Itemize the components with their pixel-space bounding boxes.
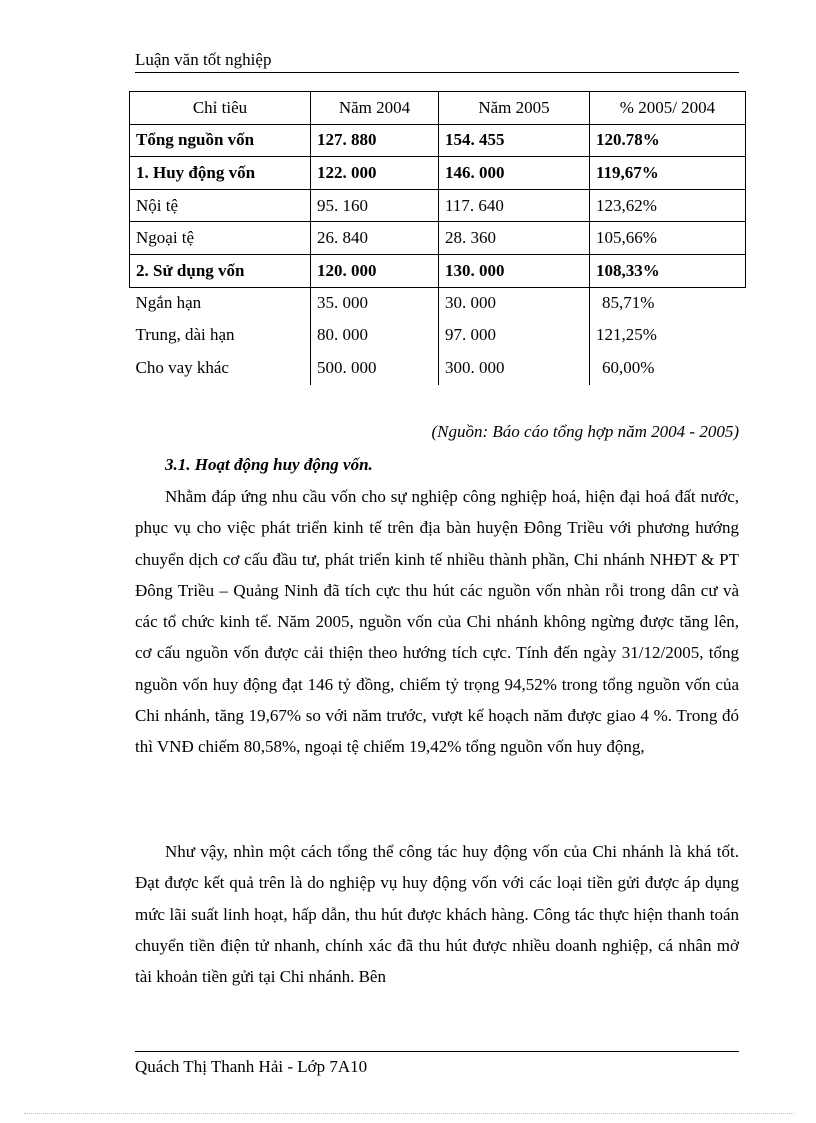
table-source-note: (Nguồn: Báo cáo tổng hợp năm 2004 - 2005): [431, 422, 739, 441]
table-row: [130, 319, 746, 351]
table-cell: 146. 000: [439, 157, 590, 190]
table-cell: 28. 360: [439, 222, 590, 255]
column-header: % 2005/ 2004: [590, 92, 746, 125]
table-cell: 35. 000: [311, 287, 439, 319]
table-cell: 26. 840: [311, 222, 439, 255]
page-footer: Quách Thị Thanh Hải - Lớp 7A10: [135, 1051, 739, 1077]
table-row: [130, 124, 746, 157]
table-cell: Cho vay khác: [130, 351, 311, 385]
page-header: Luận văn tốt nghiệp: [135, 50, 739, 73]
column-header: Năm 2004: [311, 92, 439, 125]
table-cell: 97. 000: [439, 319, 590, 351]
table-cell: Tổng nguồn vốn: [130, 124, 311, 157]
table-cell: 300. 000: [439, 351, 590, 385]
table-cell: 108,33%: [590, 254, 746, 287]
table-cell: 105,66%: [590, 222, 746, 255]
table-row: [130, 254, 746, 287]
table-row: [130, 351, 746, 385]
table-cell: 95. 160: [311, 189, 439, 222]
table-cell: 122. 000: [311, 157, 439, 190]
page-edge-divider: [24, 1113, 794, 1114]
table-cell: 120.78%: [590, 124, 746, 157]
table-cell: 127. 880: [311, 124, 439, 157]
table-cell: Ngắn hạn: [130, 287, 311, 319]
table-row: [130, 287, 746, 319]
table-cell: 119,67%: [590, 157, 746, 190]
table-cell: 1. Huy động vốn: [130, 157, 311, 190]
table-cell: 123,62%: [590, 189, 746, 222]
table-cell: 120. 000: [311, 254, 439, 287]
table-header-row: [130, 92, 746, 125]
table-cell: 80. 000: [311, 319, 439, 351]
column-header: Năm 2005: [439, 92, 590, 125]
table-row: [130, 222, 746, 255]
table-row: [130, 157, 746, 190]
table-cell: Nội tệ: [130, 189, 311, 222]
table-cell: Ngoại tệ: [130, 222, 311, 255]
section-heading: 3.1. Hoạt động huy động vốn.: [165, 455, 373, 474]
table-cell: 500. 000: [311, 351, 439, 385]
table-cell: 154. 455: [439, 124, 590, 157]
table-cell: 117. 640: [439, 189, 590, 222]
table-cell: Trung, dài hạn: [130, 319, 311, 351]
table-cell: 130. 000: [439, 254, 590, 287]
table-cell: 60,00%: [590, 351, 746, 385]
body-paragraph: Nhằm đáp ứng nhu cầu vốn cho sự nghiệp công nghiệp hoá, hiện đại hoá đất nước, phục vụ cho việc phát triển kinh tế trên địa bàn huyện Đông Triều với phương hướng chuyển dịch cơ cấu đầu tư, phát triển kinh tế nhiều thành phần, Chi nhánh NHĐT & PT Đông Triều – Quảng Ninh đã tích cực thu hút các nguồn vốn nhàn rỗi trong dân cư và các tổ chức kinh tế. Năm 2005, nguồn vốn của Chi nhánh không ngừng được tăng lên, cơ cấu nguồn vốn được cải thiện theo hướng tích cực. Tính đến ngày 31/12/2005, tổng nguồn vốn huy động đạt 146 tỷ đồng, chiếm tỷ trọng 94,52% trong tổng nguồn vốn của Chi nhánh, tăng 19,67% so với năm trước, vượt kế hoạch năm được giao 4 %. Trong đó thì VNĐ chiếm 80,58%, ngoại tệ chiếm 19,42% tổng nguồn vốn huy động,: [135, 487, 739, 757]
table-cell: 85,71%: [590, 287, 746, 319]
table-row: [130, 189, 746, 222]
body-paragraph: Như vậy, nhìn một cách tổng thể công tác huy động vốn của Chi nhánh là khá tốt. Đạt được kết quả trên là do nghiệp vụ huy động vốn với các loại tiền gửi được áp dụng mức lãi suất linh hoạt, hấp dẫn, thu hút được khách hàng. Công tác thực hiện thanh toán chuyển tiền điện tử nhanh, chính xác đã thu hút được nhiều doanh nghiệp, cá nhân mở tài khoản tiền gửi tại Chi nhánh. Bên: [135, 842, 739, 987]
capital-table: [129, 91, 746, 385]
table-cell: 2. Sử dụng vốn: [130, 254, 311, 287]
table-cell: 30. 000: [439, 287, 590, 319]
column-header: Chỉ tiêu: [130, 92, 311, 125]
table-cell: 121,25%: [590, 319, 746, 351]
